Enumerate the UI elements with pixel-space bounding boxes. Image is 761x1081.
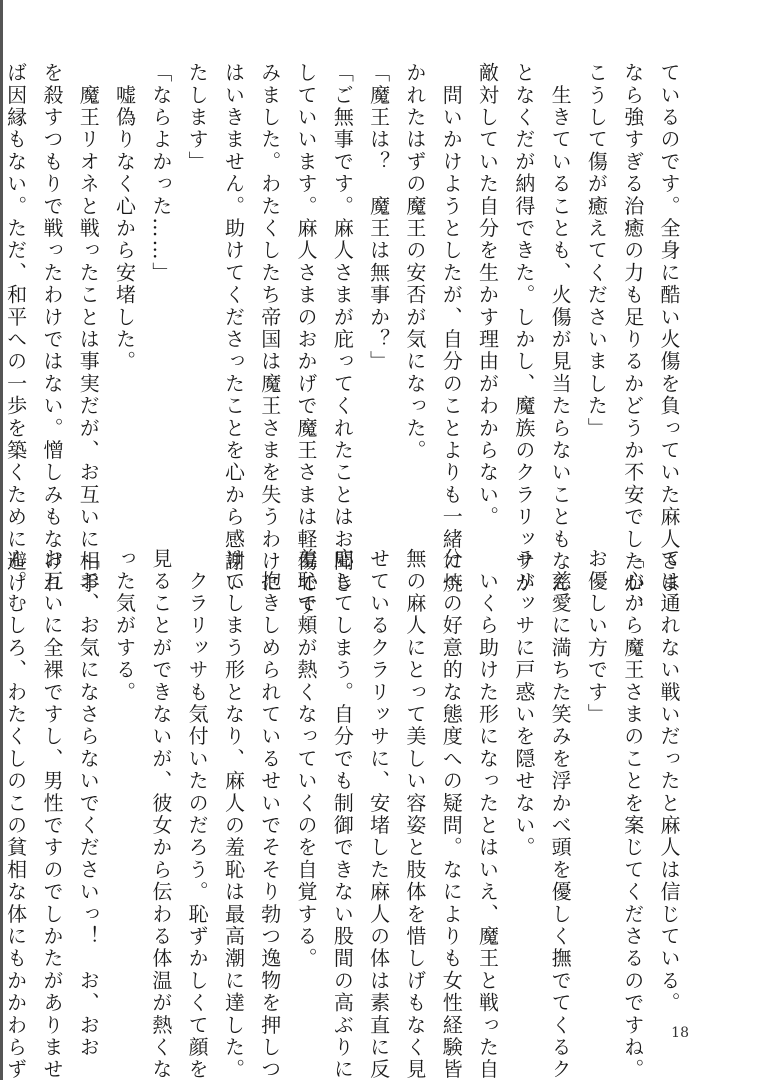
text-line: 「お、お気になさらないでくださいっ！ お、おお — [76, 548, 101, 1059]
text-line: 「ご無事です。麻人さまが庇ってくれたことはお聞き — [330, 62, 355, 595]
text-line: いくら助けた形になったとはいえ、魔王と戦った自 — [475, 548, 500, 1081]
text-line: 応してしまう。自分でも制御できない股間の高ぶりに — [330, 548, 355, 1081]
text-line: こうして傷が癒えてくださいました」 — [584, 62, 609, 440]
text-line: となくだが納得できた。しかし、魔族のクラリッサが — [511, 62, 536, 595]
text-line: 「魔王は？ 魔王は無事か？」 — [366, 62, 391, 373]
text-line: った気がする。 — [112, 548, 137, 704]
text-line: けてしまう形となり、麻人の羞恥は最高潮に達した。 — [221, 548, 246, 1081]
text-line: 生きていることも、火傷が見当たらないこともなん — [548, 62, 573, 595]
text-line: みました。わたくしたち帝国は魔王さまを失うわけに — [257, 62, 282, 595]
text-line: 問いかけようとしたが、自分のことよりも一緒に焼 — [439, 62, 464, 595]
text-line: たします」 — [185, 62, 210, 173]
text-line: を殺すつもりで戦ったわけではない。憎しみもなけれ — [39, 62, 64, 595]
text-line: お互いに全裸ですし、男性ですのでしかたがありませ — [39, 548, 64, 1081]
text-line: ているのです。全身に酷い火傷を負っていた麻人さま — [657, 62, 681, 595]
text-line: 「心から魔王さまのことを案じてくださるのですね。 — [620, 548, 645, 1081]
text-line: なら強すぎる治癒の力も足りるかどうか不安でしたが、 — [620, 62, 645, 617]
text-line: 魔王リオネと戦ったことは事実だが、お互いに相手 — [76, 62, 101, 595]
page-number: 18 — [671, 1025, 689, 1041]
text-line: ては通れない戦いだったと麻人は信じている。 — [657, 548, 681, 1015]
text-line: 分への好意的な態度への疑問。なによりも女性経験皆 — [439, 548, 464, 1081]
text-line: ラリッサに戸惑いを隠せない。 — [511, 548, 536, 859]
text-line: かれたはずの魔王の安否が気になった。 — [402, 62, 427, 462]
text-line: 羞恥で頬が熱くなっていくのを自覚する。 — [294, 548, 319, 970]
text-line: 慈愛に満ちた笑みを浮かべ頭を優しく撫でてくるク — [548, 548, 573, 1081]
text-line: 敵対していた自分を生かす理由がわからない。 — [475, 62, 500, 529]
top-text-block — [3, 62, 687, 617]
text-line: 「ならよかった……」 — [148, 62, 173, 284]
text-line: 無の麻人にとって美しい容姿と肢体を惜しげもなく見 — [402, 548, 427, 1081]
text-line: はいきません。助けてくださったことを心から感謝い — [221, 62, 246, 595]
text-line: していいます。麻人さまのおかげで魔王さまは軽傷です — [294, 62, 319, 617]
text-line: せているクラリッサに、安堵した麻人の体は素直に反 — [366, 548, 391, 1081]
text-line: 嘘偽りなく心から安堵した。 — [112, 62, 137, 373]
text-line: 見ることができないが、彼女から伝わる体温が熱くな — [148, 548, 173, 1081]
text-line: ん。むしろ、わたくしのこの貧相な体にもかかわらず — [3, 548, 28, 1081]
text-line: クラリッサも気付いたのだろう。恥ずかしくて顔を — [185, 548, 210, 1081]
text-line: ば因縁もない。ただ、和平への一歩を築くために避け — [3, 62, 28, 595]
text-line: お優しい方です」 — [584, 548, 609, 726]
text-line: 抱きしめられているせいでそそり勃つ逸物を押しつ — [257, 548, 282, 1081]
